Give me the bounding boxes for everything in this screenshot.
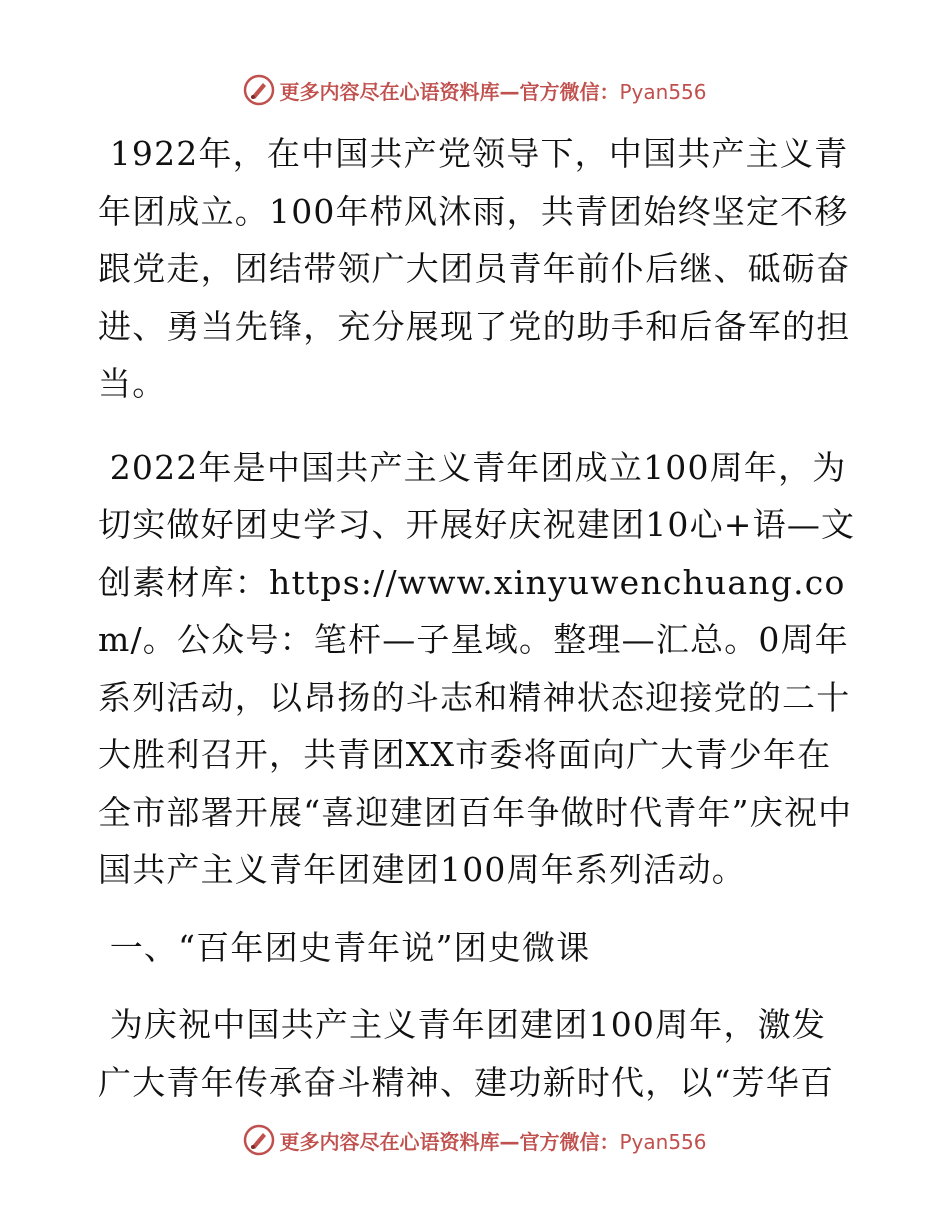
- paragraph-section-one: 为庆祝中国共产主义青年团建团100周年，激发广大青年传承奋斗精神、建功新时代，以“芳华百: [98, 1005, 835, 1102]
- paragraph-activities: 2022年是中国共产主义青年团成立100周年，为切实做好团史学习、开展好庆祝建团10心+语—文创素材库：https://www.xinyuwenchuang.com/。公众号：笔杆—子星域。整理—汇总。0周年系列活动，以昂扬的斗志和精神状态迎接党的二十大胜利召开，共青团XX市委将面向广大青少年在全市部署开展“喜迎建团百年争做时代青年”庆祝中国共产主义青年团建团100周年系列活动。: [98, 447, 856, 889]
- paragraph-intro: 1922年，在中国共产党领导下，中国共产主义青年团成立。100年栉风沐雨，共青团始终坚定不移跟党走，团结带领广大团员青年前仆后继、砥砺奋进、勇当先锋，充分展现了党的助手和后备军的担当。: [98, 134, 851, 403]
- banner-account: Pyan556: [619, 79, 707, 104]
- banner-title: 更多内容尽在心语资料库—官方微信：: [279, 1129, 620, 1154]
- banner-text: [279, 76, 706, 105]
- banner-account: Pyan556: [619, 1129, 707, 1154]
- header-banner: [0, 70, 950, 110]
- banner-title: 更多内容尽在心语资料库—官方微信：: [279, 79, 620, 104]
- section-heading: 一、“百年团史青年说”团史微课: [98, 927, 591, 967]
- footer-banner: [0, 1120, 950, 1160]
- pen-logo-icon: [243, 74, 275, 106]
- pen-logo-icon: [243, 1124, 275, 1156]
- banner-text: [279, 1126, 706, 1155]
- document-body: [98, 125, 858, 1111]
